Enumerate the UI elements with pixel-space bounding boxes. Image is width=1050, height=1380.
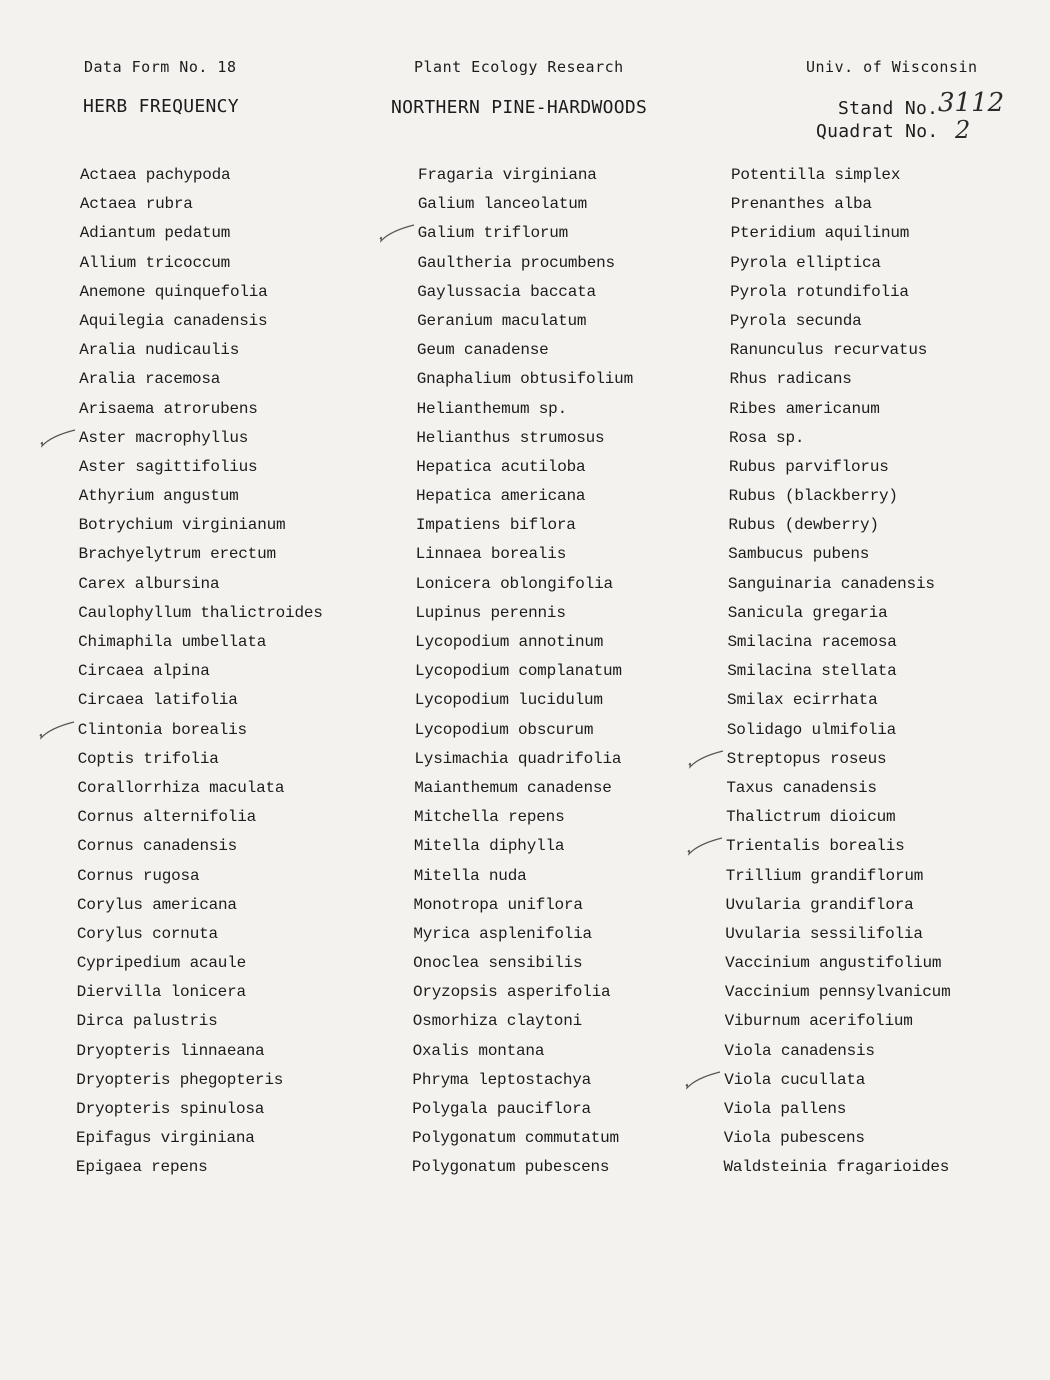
species-name: Arisaema atrorubens xyxy=(79,399,258,418)
species-row xyxy=(728,599,951,628)
species-row xyxy=(77,803,322,832)
species-row xyxy=(78,540,322,569)
species-row xyxy=(79,424,323,453)
species-name: Coptis trifolia xyxy=(77,749,219,768)
species-row xyxy=(726,891,951,920)
species-name: Sanicula gregaria xyxy=(727,603,888,622)
species-row xyxy=(728,511,950,540)
species-name: Thalictrum dioicum xyxy=(726,808,896,827)
species-row xyxy=(412,1095,633,1124)
species-row xyxy=(417,365,633,394)
species-row xyxy=(77,920,323,949)
species-row xyxy=(724,1095,951,1124)
species-name: Lupinus perennis xyxy=(415,603,566,622)
species-name: Oryzopsis asperifolia xyxy=(412,983,611,1002)
species-name: Trientalis borealis xyxy=(725,837,905,856)
check-mark-icon xyxy=(39,426,77,450)
species-name: Uvularia sessilifolia xyxy=(725,924,923,943)
species-row xyxy=(724,1066,950,1095)
species-row xyxy=(417,249,633,278)
species-name: Sanguinaria canadensis xyxy=(727,574,935,593)
species-row xyxy=(77,774,322,803)
species-row xyxy=(414,803,633,832)
species-name: Vaccinium angustifolium xyxy=(725,954,942,973)
species-row xyxy=(77,978,323,1007)
species-name: Athyrium angustum xyxy=(78,487,239,506)
species-row xyxy=(414,891,634,920)
species-name: Gaylussacia baccata xyxy=(417,282,596,301)
species-name: Uvularia grandiflora xyxy=(725,895,914,914)
species-name: Rhus radicans xyxy=(729,370,852,389)
check-mark-icon xyxy=(687,747,725,771)
species-row xyxy=(731,161,950,190)
species-name: Brachyelytrum erectum xyxy=(78,545,276,564)
stand-label: Stand No. xyxy=(838,98,939,119)
species-row xyxy=(413,949,633,978)
species-row xyxy=(726,774,950,803)
species-name: Carex albursina xyxy=(78,574,220,593)
species-name: Polygonatum pubescens xyxy=(411,1158,610,1177)
species-name: Helianthus strumosus xyxy=(416,428,605,447)
check-mark-icon xyxy=(686,834,724,858)
species-row xyxy=(76,1095,322,1124)
species-row xyxy=(725,920,950,949)
species-row xyxy=(412,1153,633,1182)
species-name: Aquilegia canadensis xyxy=(79,311,268,330)
species-name: Mitella nuda xyxy=(413,866,527,885)
species-row xyxy=(730,336,951,365)
species-row xyxy=(730,249,950,278)
species-row xyxy=(78,570,322,599)
species-name: Aster macrophyllus xyxy=(78,428,249,447)
species-name: Smilacina racemosa xyxy=(727,633,897,651)
species-name: Dryopteris linnaeana xyxy=(76,1041,265,1060)
species-name: Aster sagittifolius xyxy=(78,457,258,476)
species-name: Actaea pachypoda xyxy=(80,166,231,184)
species-name: Oxalis montana xyxy=(412,1041,545,1060)
species-row xyxy=(80,219,323,248)
species-row xyxy=(415,628,633,657)
species-name: Monotropa uniflora xyxy=(413,895,583,914)
species-row xyxy=(727,716,951,745)
species-row xyxy=(418,161,633,190)
species-name: Linnaea borealis xyxy=(415,545,567,564)
species-row xyxy=(728,570,951,599)
community-title: NORTHERN PINE-HARDWOODS xyxy=(391,97,648,118)
stand-number-handwritten: 3112 xyxy=(938,88,1005,118)
species-name: Rosa sp. xyxy=(729,428,805,447)
species-name: Corylus americana xyxy=(77,895,237,914)
species-name: Corallorrhiza maculata xyxy=(77,778,285,797)
species-row xyxy=(79,482,323,511)
species-name: Lycopodium annotinum xyxy=(415,633,604,651)
species-name: Smilax ecirrhata xyxy=(727,691,878,710)
species-name: Sambucus pubens xyxy=(728,545,870,564)
species-name: Viburnum acerifolium xyxy=(724,1012,913,1031)
species-name: Rubus (blackberry) xyxy=(728,487,898,506)
species-name: Phryma leptostachya xyxy=(412,1070,592,1089)
species-row xyxy=(414,774,633,803)
species-name: Lycopodium obscurum xyxy=(414,720,594,739)
species-row xyxy=(727,657,950,686)
species-name: Smilacina stellata xyxy=(727,662,897,681)
species-name: Dryopteris phegopteris xyxy=(76,1070,284,1089)
species-name: Lycopodium lucidulum xyxy=(414,691,603,710)
species-name: Allium tricoccum xyxy=(79,253,231,272)
species-row xyxy=(413,978,633,1007)
species-row xyxy=(79,511,323,540)
species-name: Cypripedium acaule xyxy=(76,954,246,973)
species-row xyxy=(417,307,633,336)
species-name: Vaccinium pennsylvanicum xyxy=(724,983,951,1002)
species-row xyxy=(78,628,323,657)
species-row xyxy=(727,745,951,774)
species-name: Streptopus roseus xyxy=(726,749,887,768)
species-name: Ribes americanum xyxy=(729,399,880,418)
species-name: Caulophyllum thalictroides xyxy=(78,603,323,622)
species-row xyxy=(416,511,633,540)
species-row xyxy=(418,219,633,248)
species-name: Pyrola rotundifolia xyxy=(730,282,909,301)
species-name: Viola pubescens xyxy=(723,1129,865,1148)
check-mark-icon xyxy=(378,221,416,245)
species-row xyxy=(80,190,323,219)
form-title: HERB FREQUENCY xyxy=(83,96,239,117)
species-name: Aralia nudicaulis xyxy=(79,341,240,360)
species-row xyxy=(76,1037,322,1066)
species-name: Trillium grandiflorum xyxy=(725,866,924,885)
species-row xyxy=(79,365,322,394)
species-row xyxy=(417,336,633,365)
species-name: Potentilla simplex xyxy=(731,166,901,184)
species-name: Anemone quinquefolia xyxy=(79,282,268,301)
species-row xyxy=(76,1153,323,1182)
species-name: Rubus parviflorus xyxy=(728,457,889,476)
species-row xyxy=(80,161,323,190)
species-row xyxy=(413,920,633,949)
species-name: Cornus rugosa xyxy=(77,866,200,885)
species-name: Maianthemum canadense xyxy=(414,778,612,797)
species-row xyxy=(80,278,323,307)
species-name: Botrychium virginianum xyxy=(78,516,286,535)
project-name: Plant Ecology Research xyxy=(414,58,624,76)
species-name: Geranium maculatum xyxy=(417,311,587,330)
species-row xyxy=(80,249,323,278)
species-row xyxy=(725,978,951,1007)
quadrat-number-handwritten: 2 xyxy=(955,116,971,144)
species-row xyxy=(78,745,323,774)
species-row xyxy=(78,686,323,715)
species-name: Geum canadense xyxy=(416,341,549,360)
species-name: Onoclea sensibilis xyxy=(413,954,583,973)
species-row xyxy=(724,1153,951,1182)
species-name: Pyrola secunda xyxy=(729,311,862,330)
species-row xyxy=(725,1007,951,1036)
species-row xyxy=(412,1124,633,1153)
species-row xyxy=(731,190,951,219)
species-name: Waldsteinia fragarioides xyxy=(723,1158,950,1177)
species-row xyxy=(730,307,951,336)
species-name: Myrica asplenifolia xyxy=(413,924,592,943)
species-name: Lonicera oblongifolia xyxy=(415,574,613,593)
species-name: Helianthemum sp. xyxy=(416,399,567,418)
species-name: Circaea alpina xyxy=(77,662,210,681)
species-row xyxy=(76,1066,322,1095)
species-row xyxy=(77,891,323,920)
species-name: Actaea rubra xyxy=(79,195,193,214)
species-row xyxy=(414,745,633,774)
species-row xyxy=(418,190,633,219)
species-name: Galium triflorum xyxy=(417,224,569,243)
species-name: Cornus canadensis xyxy=(77,837,238,856)
check-mark-icon xyxy=(38,718,76,742)
species-row xyxy=(414,832,633,861)
species-row xyxy=(729,395,950,424)
species-name: Cornus alternifolia xyxy=(77,808,257,827)
species-row xyxy=(77,1007,323,1036)
species-name: Pyrola elliptica xyxy=(730,253,881,272)
species-name: Epigaea repens xyxy=(75,1158,208,1177)
species-name: Adiantum pedatum xyxy=(79,224,231,243)
species-row xyxy=(729,365,950,394)
species-name: Corylus cornuta xyxy=(76,924,218,943)
species-row xyxy=(413,1037,633,1066)
species-row xyxy=(727,686,950,715)
species-row xyxy=(415,657,633,686)
species-name: Polygonatum commutatum xyxy=(412,1129,619,1148)
species-name: Fragaria virginiana xyxy=(418,166,597,184)
species-row xyxy=(725,949,950,978)
species-name: Aralia racemosa xyxy=(79,370,221,389)
species-column-3 xyxy=(723,161,951,1183)
species-row xyxy=(724,1037,950,1066)
species-name: Lysimachia quadrifolia xyxy=(414,749,622,768)
species-name: Diervilla lonicera xyxy=(76,983,246,1002)
species-row xyxy=(78,716,323,745)
species-row xyxy=(416,424,633,453)
species-row xyxy=(727,628,950,657)
species-name: Osmorhiza claytoni xyxy=(412,1012,583,1031)
check-mark-icon xyxy=(684,1068,722,1092)
species-row xyxy=(724,1124,951,1153)
species-row xyxy=(416,482,633,511)
species-row xyxy=(414,862,633,891)
species-row xyxy=(416,453,633,482)
species-row xyxy=(415,686,633,715)
species-name: Chimaphila umbellata xyxy=(78,633,267,651)
species-row xyxy=(78,657,323,686)
species-row xyxy=(731,219,951,248)
species-row xyxy=(729,453,951,482)
species-name: Clintonia borealis xyxy=(77,720,247,739)
species-name: Solidago ulmifolia xyxy=(726,720,897,739)
institution-name: Univ. of Wisconsin xyxy=(806,58,978,76)
species-name: Lycopodium complanatum xyxy=(414,662,622,681)
species-row xyxy=(726,832,951,861)
species-name: Viola pallens xyxy=(723,1100,847,1118)
species-row xyxy=(726,862,951,891)
species-row xyxy=(413,1007,633,1036)
species-row xyxy=(417,395,633,424)
species-name: Mitchella repens xyxy=(414,808,565,827)
species-name: Epifagus virginiana xyxy=(76,1129,255,1148)
species-name: Polygala pauciflora xyxy=(412,1100,591,1118)
species-name: Ranunculus recurvatus xyxy=(729,341,928,360)
species-column-1 xyxy=(75,161,323,1183)
species-name: Prenanthes alba xyxy=(730,195,872,214)
species-name: Gnaphalium obtusifolium xyxy=(416,370,633,389)
species-name: Hepatica acutiloba xyxy=(416,457,586,476)
species-row xyxy=(416,540,633,569)
species-name: Pteridium aquilinum xyxy=(730,224,910,243)
species-row xyxy=(415,570,633,599)
species-name: Viola canadensis xyxy=(724,1041,875,1060)
species-row xyxy=(77,832,322,861)
species-row xyxy=(79,307,322,336)
species-row xyxy=(78,599,322,628)
species-row xyxy=(415,599,633,628)
species-name: Mitella diphylla xyxy=(413,837,565,856)
quadrat-label: Quadrat No. xyxy=(816,121,939,142)
species-row xyxy=(77,949,323,978)
species-name: Circaea latifolia xyxy=(77,691,238,710)
species-row xyxy=(415,716,633,745)
species-column-2 xyxy=(411,161,633,1183)
species-row xyxy=(79,453,323,482)
species-row xyxy=(730,278,950,307)
species-row xyxy=(728,540,950,569)
species-row xyxy=(79,395,323,424)
species-row xyxy=(77,862,323,891)
species-name: Hepatica americana xyxy=(416,487,586,506)
species-name: Impatiens biflora xyxy=(415,516,576,535)
species-row xyxy=(79,336,322,365)
species-row xyxy=(729,424,950,453)
species-name: Gaultheria procumbens xyxy=(417,253,615,272)
species-name: Dryopteris spinulosa xyxy=(76,1100,265,1118)
species-row xyxy=(729,482,951,511)
species-row xyxy=(76,1124,323,1153)
species-row xyxy=(417,278,633,307)
species-name: Rubus (dewberry) xyxy=(728,516,879,535)
species-name: Taxus canadensis xyxy=(726,778,877,797)
species-name: Viola cucullata xyxy=(724,1070,866,1089)
species-name: Galium lanceolatum xyxy=(417,195,588,214)
form-number: Data Form No. 18 xyxy=(84,58,237,76)
species-row xyxy=(726,803,950,832)
species-row xyxy=(412,1066,633,1095)
species-name: Dirca palustris xyxy=(76,1012,218,1031)
